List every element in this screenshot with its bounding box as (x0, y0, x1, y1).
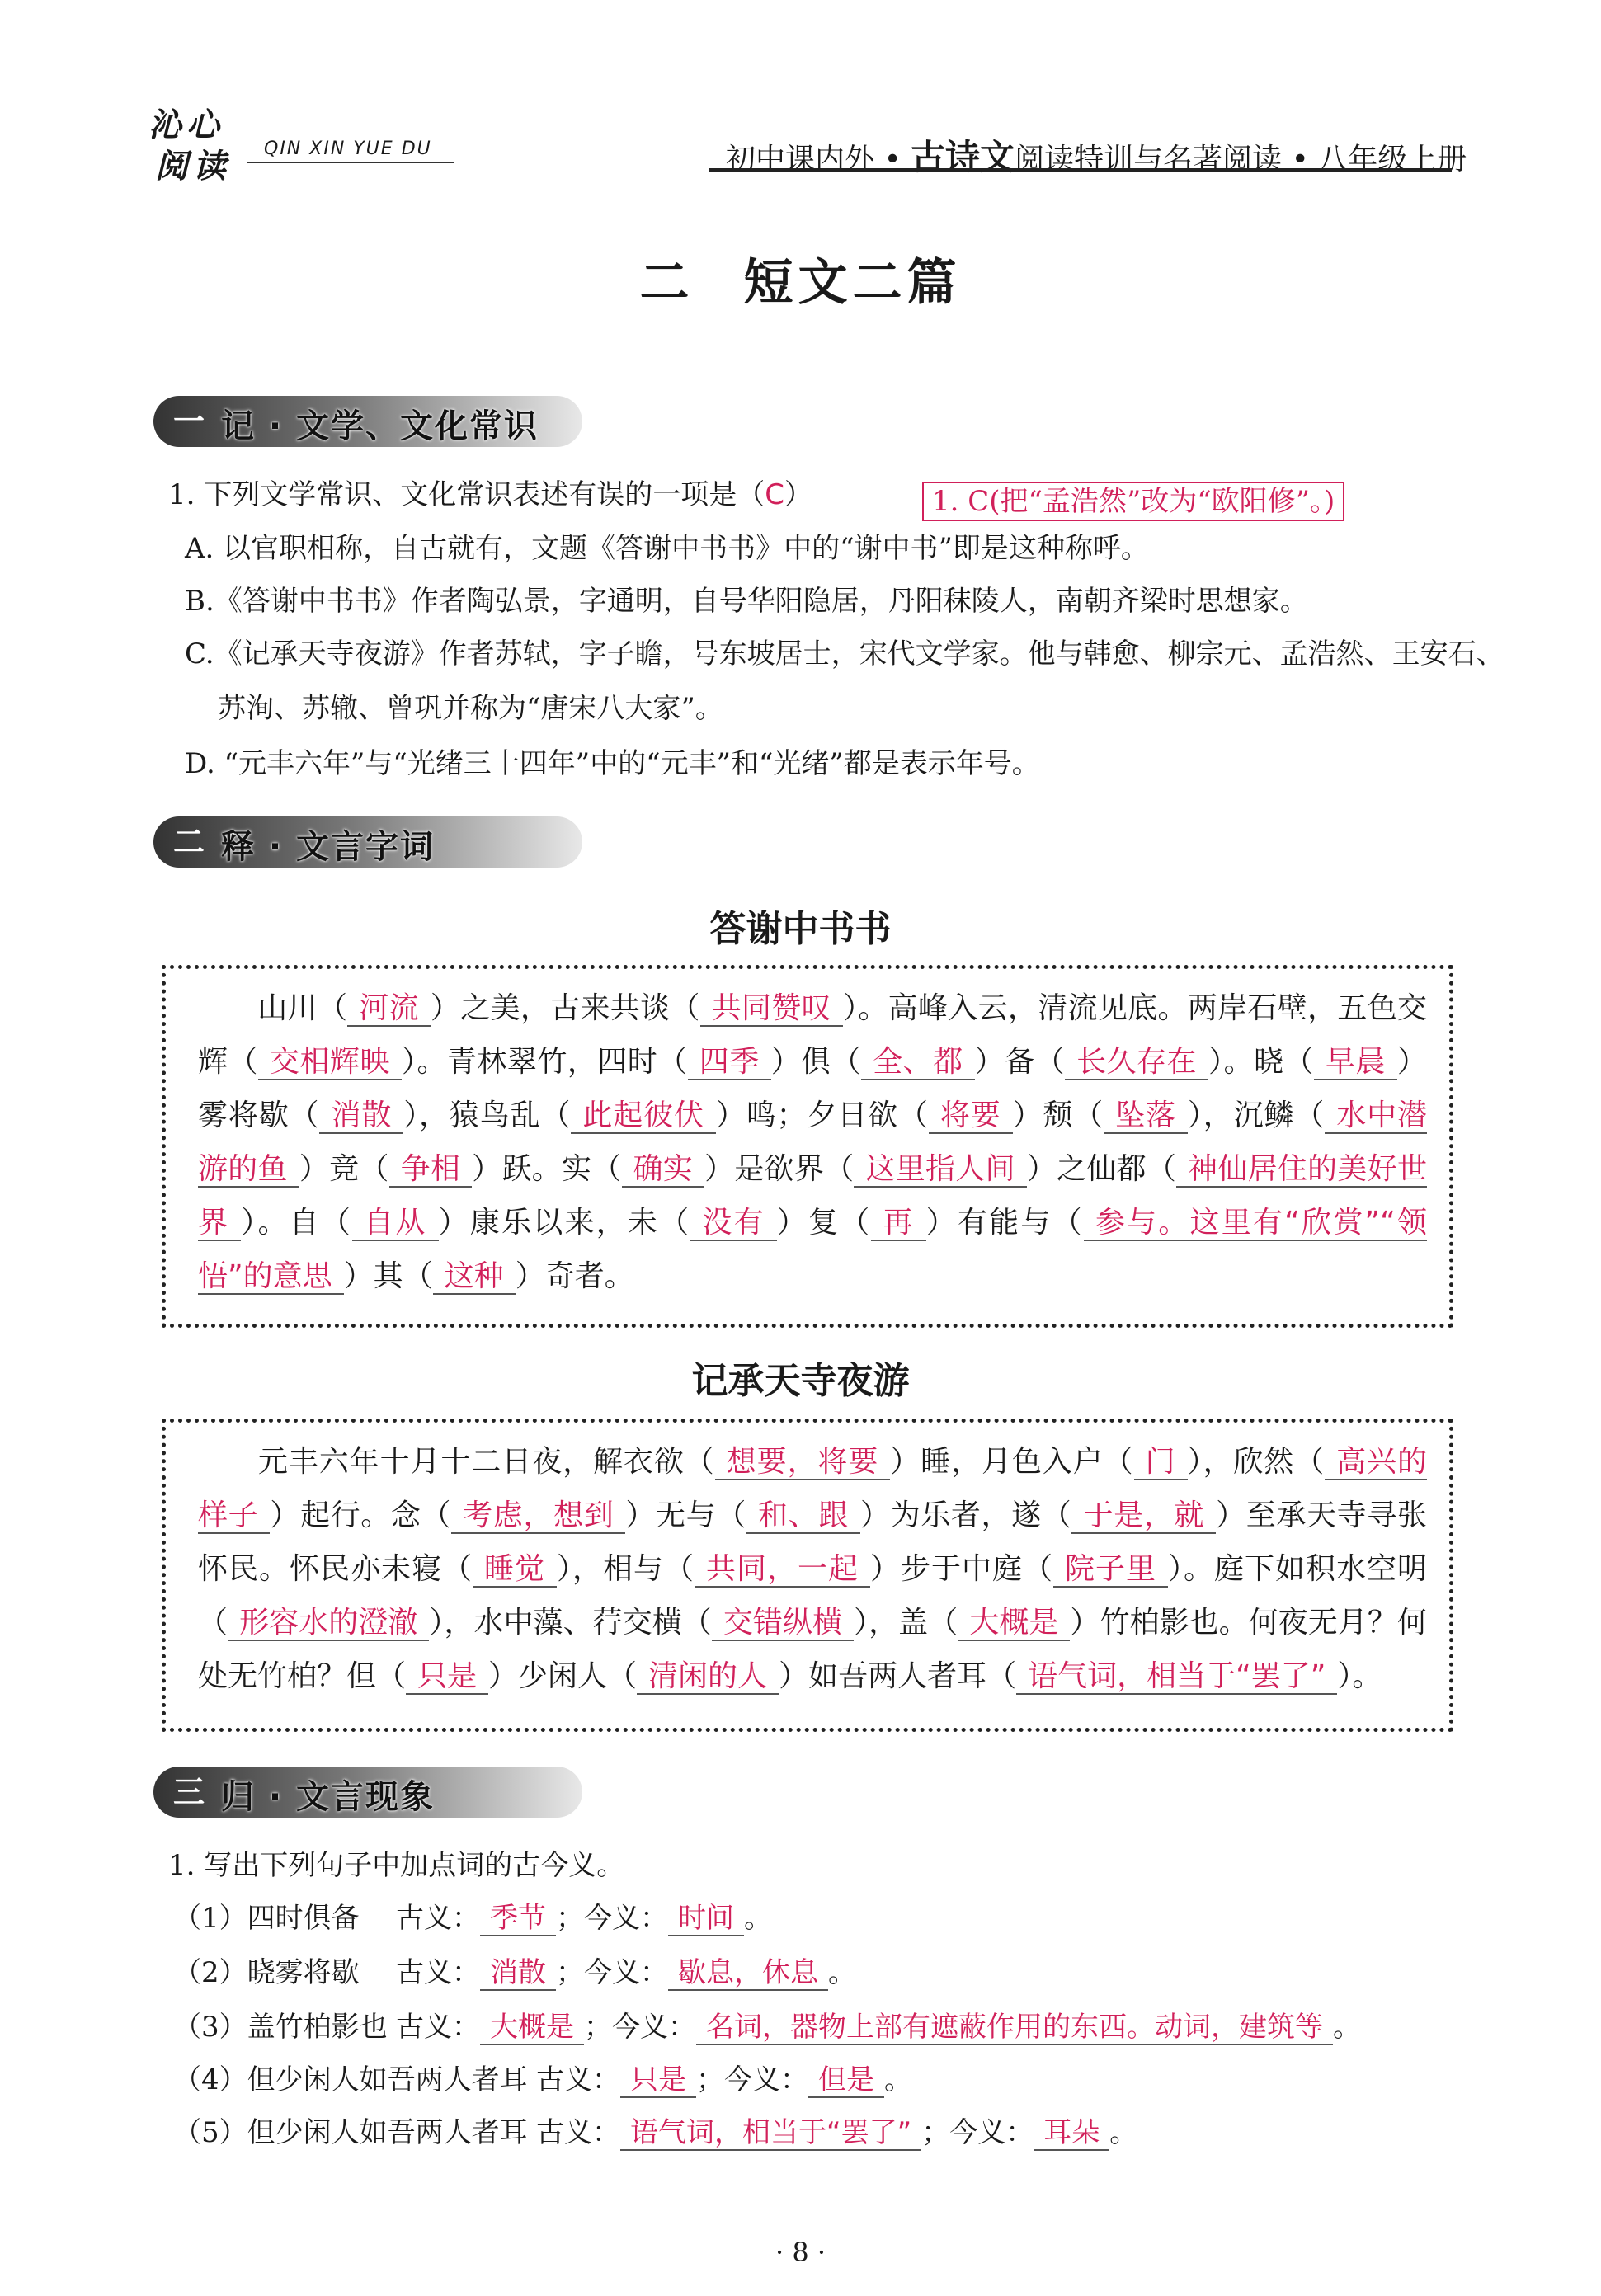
passage-text: ）如吾两人者耳（ (779, 1659, 1017, 1693)
answer-fill: 门 (1134, 1445, 1188, 1480)
passage-text: ）竹柏影也。何夜无月？何处无竹柏？但（ (198, 1606, 1427, 1693)
passage-text: ）之仙都（ (1026, 1152, 1177, 1186)
gujin-sentence: （3）盖竹柏影也 (173, 2011, 388, 2044)
gu-label: 古义： (396, 1956, 480, 1989)
passage-text: ）至承天寺寻张怀民。怀民亦未寝（ (198, 1499, 1427, 1586)
answer-fill: 这里指人间 (854, 1152, 1026, 1188)
answer-fill: 将要 (929, 1099, 1013, 1134)
passage-text: ），水中藻、荇交横（ (429, 1606, 712, 1640)
answer-fill: 消散 (319, 1099, 403, 1134)
page-title (0, 243, 1601, 314)
passage-text: ），沉鳞（ (1187, 1099, 1326, 1132)
section-number: 一 (172, 403, 205, 440)
passage-text: ）鸣；夕日欲（ (715, 1099, 929, 1132)
option-b: B.《答谢中书书》作者陶弘景，字通明，自号华阳隐居，丹阳秣陵人，南朝齐梁时思想家。 (185, 585, 1308, 618)
series-bold: 古诗文 (911, 137, 1015, 177)
passage2-text (198, 1435, 1427, 1703)
answer-fill: 院子里 (1053, 1552, 1168, 1588)
gujin-item (173, 1900, 772, 1936)
jin-label: ；今义： (696, 2063, 808, 2096)
passage-text: ）俱（ (770, 1045, 862, 1079)
answer-fill: 于是，就 (1071, 1499, 1216, 1534)
section-number: 三 (172, 1774, 205, 1810)
gu-answer: 季节 (480, 1902, 556, 1936)
jin-label: ；今义： (921, 2116, 1034, 2149)
passage-text: ）无与（ (625, 1499, 746, 1532)
gujin-item (173, 2115, 1137, 2151)
answer-explanation-box: 1. C(把“孟浩然”改为“欧阳修”。) (922, 482, 1344, 521)
series-suffix: 阅读特训与名著阅读 • 八年级上册 (1015, 143, 1467, 176)
answer-fill: 考虑，想到 (451, 1499, 625, 1534)
passage-text: ）是欲界（ (704, 1152, 855, 1186)
passage-text: ）。青林翠竹，四时（ (401, 1045, 688, 1079)
gujin-sentence: （2）晓雾将歇 (173, 1956, 360, 1989)
answer-fill: 和、跟 (746, 1499, 860, 1534)
logo-underline (247, 162, 454, 163)
gu-label: 古义： (396, 1902, 480, 1935)
answer-fill: 高兴的样子 (198, 1445, 1427, 1532)
option-c-cont: 苏洵、苏辙、曾巩并称为“唐宋八大家”。 (218, 692, 723, 725)
logo-line1: 沁心 (148, 106, 224, 144)
jin-label: ；今义： (584, 2011, 696, 2044)
answer-fill: 自从 (352, 1206, 438, 1241)
passage-text: ）竞（ (299, 1152, 389, 1186)
question-stem (168, 477, 812, 513)
option-d: D. “元丰六年”与“光绪三十四年”中的“元丰”和“光绪”都是表示年号。 (185, 747, 1040, 780)
jin-label: ；今义： (556, 1956, 668, 1989)
answer-fill: 长久存在 (1065, 1045, 1208, 1080)
answer-fill: 这种 (433, 1259, 516, 1295)
gu-label: 古义： (536, 2063, 620, 2096)
passage-text: ）。高峰入云，清流见底。两岸石壁，五色交辉（ (198, 991, 1427, 1079)
answer-fill: 争相 (389, 1152, 473, 1188)
title-number: 二 (639, 254, 695, 312)
answer-fill: 想要，将要 (715, 1445, 891, 1480)
answer-fill: 坠落 (1104, 1099, 1188, 1134)
passage-text: ）跃。实（ (472, 1152, 622, 1186)
title-text: 短文二篇 (743, 254, 962, 312)
answer-fill: 语气词，相当于“罢了” (1016, 1659, 1337, 1695)
passage-text: 山川（ (257, 991, 348, 1025)
end-punct: 。 (828, 1956, 856, 1989)
answer-fill: 再 (871, 1206, 925, 1241)
passage-text: ）雾将歇（ (198, 1045, 1427, 1132)
passage-text: ），猿鸟乱（ (403, 1099, 572, 1132)
gujin-sentence: （1）四时俱备 (173, 1902, 360, 1935)
series-title (726, 130, 1467, 180)
passage-text: ）。 (1337, 1659, 1382, 1693)
gujin-sentence: （5）但少闲人如吾两人者耳 (173, 2116, 528, 2149)
gujin-item (173, 2062, 912, 2098)
passage-text: ）。庭下如积水空明（ (198, 1552, 1427, 1640)
gu-answer: 只是 (620, 2063, 696, 2098)
page-number: · 8 · (775, 2237, 826, 2268)
passage-text: ），相与（ (556, 1552, 695, 1586)
section-label: 释 · 文言字词 (221, 828, 436, 866)
answer-fill: 全、都 (861, 1045, 974, 1080)
passage1-text (198, 981, 1427, 1303)
answer-fill: 清闲的人 (637, 1659, 779, 1695)
answer-fill: 睡觉 (473, 1552, 557, 1588)
jin-answer: 歇息，休息 (668, 1956, 828, 1991)
jin-answer: 但是 (808, 2063, 884, 2098)
jin-answer: 时间 (668, 1902, 744, 1936)
answer-fill: 只是 (406, 1659, 488, 1695)
gujin-item (173, 1955, 856, 1991)
passage-text: ）。自（ (241, 1206, 353, 1240)
passage1-title: 答谢中书书 (709, 908, 892, 950)
passage-text: ）备（ (974, 1045, 1066, 1079)
gu-answer: 消散 (480, 1956, 556, 1991)
jin-label: ；今义： (556, 1902, 668, 1935)
passage-text: ）康乐以来，未（ (438, 1206, 691, 1240)
answer-fill: 交错纵横 (712, 1606, 854, 1641)
section-label: 记 · 文学、文化常识 (221, 407, 539, 445)
end-punct: 。 (1109, 2116, 1138, 2149)
answer-fill: 神仙居住的美好世界 (198, 1152, 1427, 1240)
jin-answer: 名词，器物上部有遮蔽作用的东西。动词，建筑等 (696, 2011, 1333, 2045)
gu-label: 古义： (536, 2116, 620, 2149)
gu-answer: 语气词，相当于“罢了” (620, 2116, 921, 2151)
section-number: 二 (172, 824, 205, 860)
passage-text: ）有能与（ (925, 1206, 1084, 1240)
gujin-stem: 1. 写出下列句子中加点词的古今义。 (168, 1849, 625, 1882)
answer-fill: 确实 (622, 1152, 705, 1188)
passage-text: ）少闲人（ (488, 1659, 638, 1693)
logo-line2: 阅读 (155, 148, 231, 186)
passage-text: ）起行。念（ (270, 1499, 452, 1532)
gujin-item (173, 2009, 1361, 2045)
header-rule (709, 168, 1452, 172)
passage-text: ）。晓（ (1208, 1045, 1314, 1079)
answer-fill: 没有 (690, 1206, 776, 1241)
passage-text: 元丰六年十月十二日夜，解衣欲（ (257, 1445, 715, 1479)
answer-fill: 形容水的澄澈 (228, 1606, 429, 1641)
passage-text: ），欣然（ (1187, 1445, 1326, 1479)
series-prefix: 初中课内外 • (726, 143, 911, 176)
answer-fill: 早晨 (1314, 1045, 1397, 1080)
answer-fill: 共同，一起 (695, 1552, 870, 1588)
answer-fill: 此起彼伏 (571, 1099, 715, 1134)
option-c: C.《记承天寺夜游》作者苏轼，字子瞻，号东坡居士，宋代文学家。他与韩愈、柳宗元、孟浩然、王安石、 (185, 638, 1504, 670)
passage2-title: 记承天寺夜游 (691, 1360, 910, 1402)
answer-fill: 四季 (688, 1045, 771, 1080)
answer-letter: C (765, 478, 784, 511)
answer-fill: 大概是 (958, 1606, 1070, 1641)
answer-fill: 水中潜游的鱼 (198, 1099, 1427, 1186)
answer-fill: 参与。这里有“欣赏”“领悟”的意思 (198, 1206, 1427, 1293)
gujin-sentence: （4）但少闲人如吾两人者耳 (173, 2063, 528, 2096)
logo-pinyin: QIN XIN YUE DU (264, 139, 432, 159)
option-a: A. 以官职相称，自古就有，文题《答谢中书书》中的“谢中书”即是这种称呼。 (185, 532, 1149, 565)
end-punct: 。 (744, 1902, 772, 1935)
passage-text: ）奇者。 (515, 1259, 634, 1293)
jin-answer: 耳朵 (1034, 2116, 1109, 2151)
section-label: 归 · 文言现象 (221, 1778, 436, 1816)
answer-fill: 交相辉映 (258, 1045, 402, 1080)
passage-text: ）其（ (343, 1259, 433, 1293)
answer-fill: 河流 (347, 991, 431, 1027)
passage-text: ）之美，古来共谈（ (430, 991, 700, 1025)
stem-text: 1. 下列文学常识、文化常识表述有误的一项是（ (168, 478, 765, 511)
passage-text: ）为乐者，遂（ (859, 1499, 1072, 1532)
passage-text: ）复（ (776, 1206, 872, 1240)
end-punct: 。 (884, 2063, 912, 2096)
passage-text: ）步于中庭（ (869, 1552, 1053, 1586)
answer-fill: 共同赞叹 (700, 991, 843, 1027)
gu-answer: 大概是 (480, 2011, 584, 2045)
passage-text: ）睡，月色入户（ (890, 1445, 1134, 1479)
gu-label: 古义： (396, 2011, 480, 2044)
passage-text: ）颓（ (1012, 1099, 1104, 1132)
end-punct: 。 (1333, 2011, 1361, 2044)
passage-text: ），盖（ (854, 1606, 958, 1640)
stem-close: ） (784, 478, 812, 511)
